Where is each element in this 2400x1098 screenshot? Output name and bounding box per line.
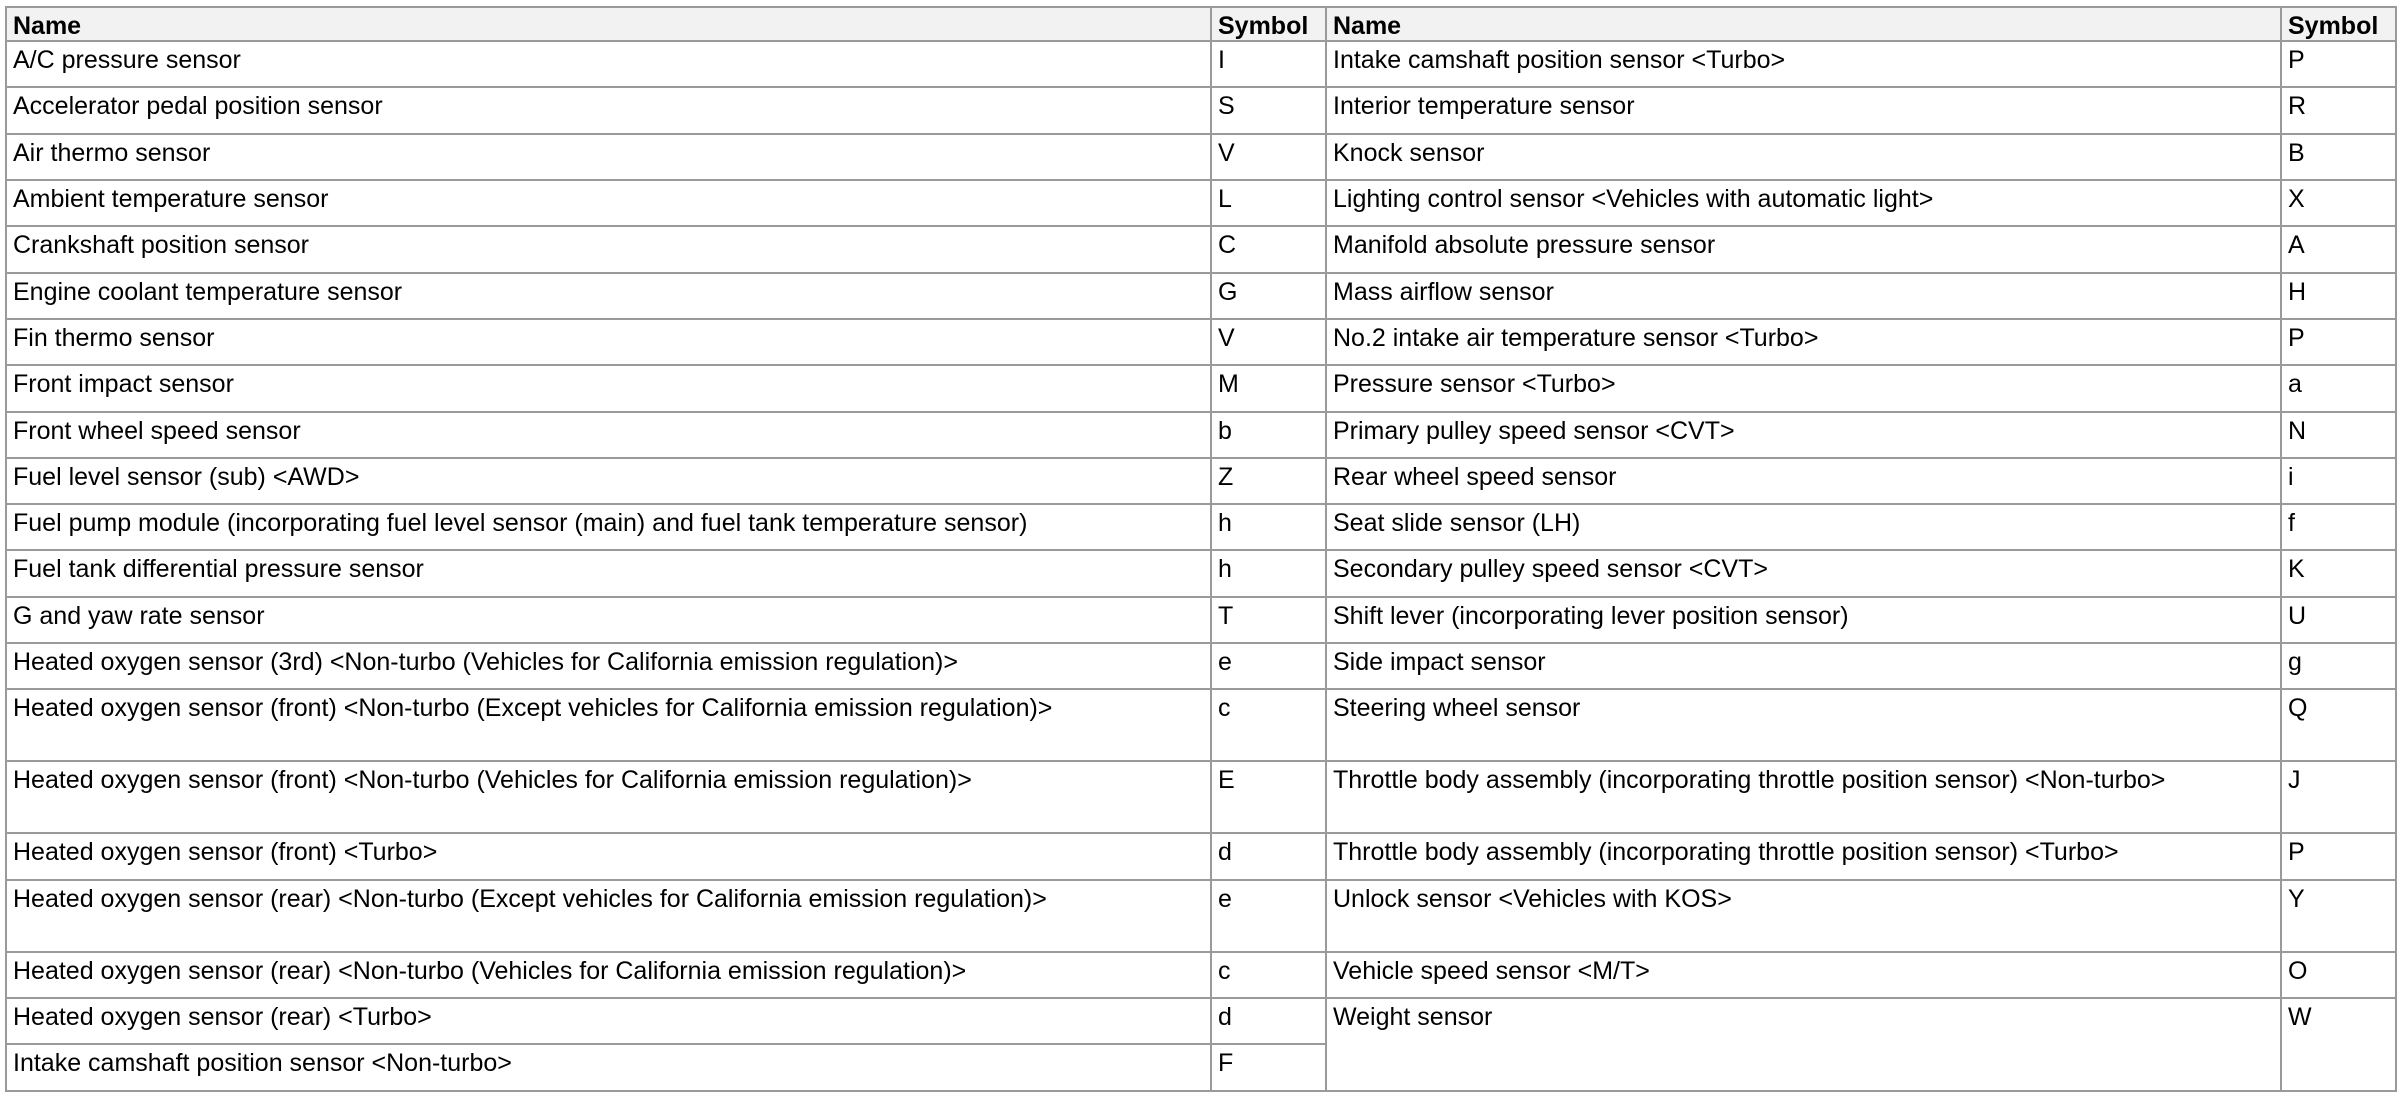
right-name-cell: Knock sensor (1326, 134, 2281, 180)
left-name-cell: Fin thermo sensor (6, 319, 1211, 365)
left-symbol-cell: E (1211, 761, 1326, 833)
left-symbol-cell: F (1211, 1044, 1326, 1091)
left-symbol-cell: d (1211, 998, 1326, 1044)
table-row (6, 365, 2396, 411)
left-name-cell: Ambient temperature sensor (6, 180, 1211, 226)
right-symbol-cell: K (2281, 550, 2396, 596)
right-symbol-cell: P (2281, 833, 2396, 879)
right-symbol-cell: P (2281, 319, 2396, 365)
right-name-cell: Vehicle speed sensor <M/T> (1326, 952, 2281, 998)
header-symbol-left: Symbol (1211, 7, 1326, 41)
table-row (6, 41, 2396, 87)
left-symbol-cell: C (1211, 226, 1326, 272)
table-row (6, 998, 2396, 1044)
table-row (6, 597, 2396, 643)
left-name-cell: G and yaw rate sensor (6, 597, 1211, 643)
table-row (6, 412, 2396, 458)
table-row (6, 504, 2396, 550)
table-row (6, 761, 2396, 833)
right-symbol-cell: H (2281, 273, 2396, 319)
right-symbol-cell: N (2281, 412, 2396, 458)
right-symbol-cell: f (2281, 504, 2396, 550)
right-symbol-cell: Y (2281, 880, 2396, 952)
right-symbol-cell: B (2281, 134, 2396, 180)
header-name-left: Name (6, 7, 1211, 41)
left-name-cell: Heated oxygen sensor (front) <Non-turbo (Vehicles for California emission regulation)> (6, 761, 1211, 833)
left-name-cell: Heated oxygen sensor (front) <Turbo> (6, 833, 1211, 879)
left-symbol-cell: c (1211, 689, 1326, 761)
right-name-cell: Weight sensor (1326, 998, 2281, 1091)
right-symbol-cell: X (2281, 180, 2396, 226)
right-name-cell: No.2 intake air temperature sensor <Turbo> (1326, 319, 2281, 365)
right-name-cell: Intake camshaft position sensor <Turbo> (1326, 41, 2281, 87)
header-symbol-right: Symbol (2281, 7, 2396, 41)
left-symbol-cell: S (1211, 87, 1326, 133)
right-name-cell: Primary pulley speed sensor <CVT> (1326, 412, 2281, 458)
right-symbol-cell: g (2281, 643, 2396, 689)
right-symbol-cell: U (2281, 597, 2396, 643)
left-name-cell: Accelerator pedal position sensor (6, 87, 1211, 133)
left-name-cell: Heated oxygen sensor (front) <Non-turbo (Except vehicles for California emission regulation)> (6, 689, 1211, 761)
right-symbol-cell: J (2281, 761, 2396, 833)
sensor-symbol-table (5, 6, 2397, 1092)
header-row (6, 7, 2396, 41)
left-name-cell: Front impact sensor (6, 365, 1211, 411)
left-name-cell: Front wheel speed sensor (6, 412, 1211, 458)
right-name-cell: Throttle body assembly (incorporating throttle position sensor) <Non-turbo> (1326, 761, 2281, 833)
right-name-cell: Shift lever (incorporating lever position sensor) (1326, 597, 2281, 643)
left-symbol-cell: M (1211, 365, 1326, 411)
table-row (6, 87, 2396, 133)
right-name-cell: Pressure sensor <Turbo> (1326, 365, 2281, 411)
right-name-cell: Unlock sensor <Vehicles with KOS> (1326, 880, 2281, 952)
left-name-cell: Heated oxygen sensor (3rd) <Non-turbo (Vehicles for California emission regulation)> (6, 643, 1211, 689)
table-row (6, 134, 2396, 180)
left-symbol-cell: V (1211, 134, 1326, 180)
left-symbol-cell: c (1211, 952, 1326, 998)
table-row (6, 550, 2396, 596)
right-name-cell: Seat slide sensor (LH) (1326, 504, 2281, 550)
table-row (6, 273, 2396, 319)
table-row (6, 880, 2396, 952)
left-symbol-cell: G (1211, 273, 1326, 319)
table-row (6, 319, 2396, 365)
right-symbol-cell: R (2281, 87, 2396, 133)
left-name-cell: Crankshaft position sensor (6, 226, 1211, 272)
right-symbol-cell: W (2281, 998, 2396, 1091)
left-symbol-cell: e (1211, 643, 1326, 689)
right-symbol-cell: A (2281, 226, 2396, 272)
left-symbol-cell: T (1211, 597, 1326, 643)
right-name-cell: Rear wheel speed sensor (1326, 458, 2281, 504)
table-row (6, 643, 2396, 689)
left-symbol-cell: e (1211, 880, 1326, 952)
right-name-cell: Side impact sensor (1326, 643, 2281, 689)
left-symbol-cell: h (1211, 504, 1326, 550)
left-symbol-cell: h (1211, 550, 1326, 596)
right-name-cell: Interior temperature sensor (1326, 87, 2281, 133)
right-name-cell: Manifold absolute pressure sensor (1326, 226, 2281, 272)
left-name-cell: Fuel tank differential pressure sensor (6, 550, 1211, 596)
left-name-cell: Fuel pump module (incorporating fuel level sensor (main) and fuel tank temperature sensor) (6, 504, 1211, 550)
table-row (6, 689, 2396, 761)
left-name-cell: Engine coolant temperature sensor (6, 273, 1211, 319)
right-name-cell: Throttle body assembly (incorporating throttle position sensor) <Turbo> (1326, 833, 2281, 879)
left-symbol-cell: L (1211, 180, 1326, 226)
right-name-cell: Secondary pulley speed sensor <CVT> (1326, 550, 2281, 596)
table-row (6, 226, 2396, 272)
left-name-cell: Heated oxygen sensor (rear) <Non-turbo (Vehicles for California emission regulation)> (6, 952, 1211, 998)
left-symbol-cell: V (1211, 319, 1326, 365)
right-name-cell: Steering wheel sensor (1326, 689, 2281, 761)
right-name-cell: Lighting control sensor <Vehicles with automatic light> (1326, 180, 2281, 226)
left-name-cell: Heated oxygen sensor (rear) <Non-turbo (Except vehicles for California emission regulation)> (6, 880, 1211, 952)
left-symbol-cell: I (1211, 41, 1326, 87)
left-name-cell: Heated oxygen sensor (rear) <Turbo> (6, 998, 1211, 1044)
right-symbol-cell: P (2281, 41, 2396, 87)
right-symbol-cell: O (2281, 952, 2396, 998)
table-row (6, 458, 2396, 504)
left-name-cell: Intake camshaft position sensor <Non-turbo> (6, 1044, 1211, 1091)
left-name-cell: A/C pressure sensor (6, 41, 1211, 87)
left-symbol-cell: Z (1211, 458, 1326, 504)
right-symbol-cell: a (2281, 365, 2396, 411)
sensor-table-container (5, 6, 2395, 1092)
left-name-cell: Air thermo sensor (6, 134, 1211, 180)
right-symbol-cell: i (2281, 458, 2396, 504)
right-name-cell: Mass airflow sensor (1326, 273, 2281, 319)
left-name-cell: Fuel level sensor (sub) <AWD> (6, 458, 1211, 504)
header-name-right: Name (1326, 7, 2281, 41)
left-symbol-cell: d (1211, 833, 1326, 879)
table-row (6, 833, 2396, 879)
right-symbol-cell: Q (2281, 689, 2396, 761)
table-row (6, 180, 2396, 226)
left-symbol-cell: b (1211, 412, 1326, 458)
table-row (6, 952, 2396, 998)
